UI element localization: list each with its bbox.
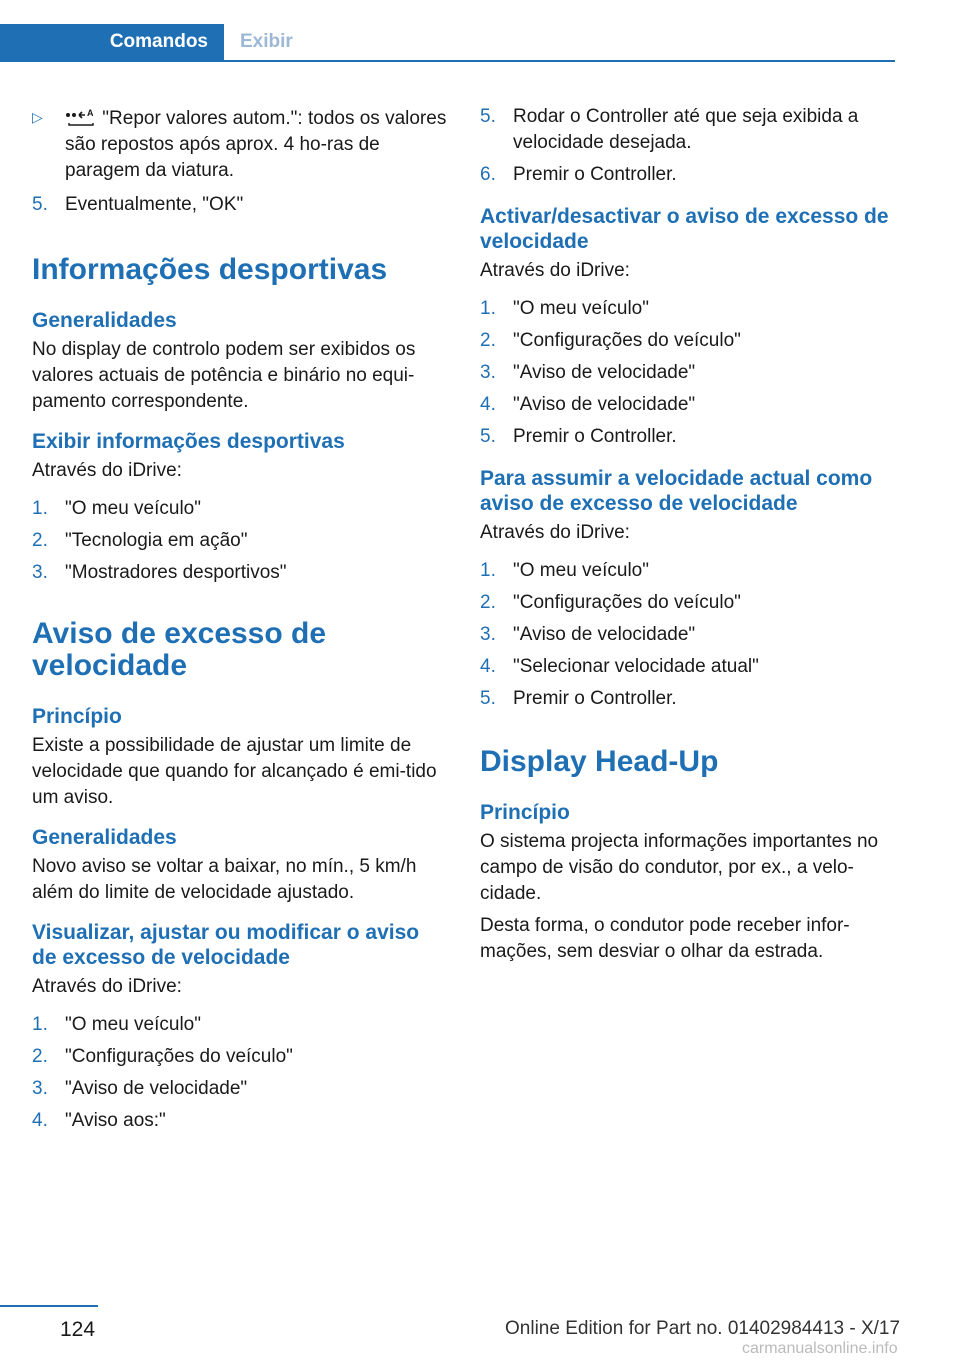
list-item: 3. "Aviso de velocidade": [480, 362, 696, 383]
list-item: 4. "Aviso aos:": [32, 1110, 166, 1131]
step-list: [32, 1012, 448, 1134]
list-item: 2. "Configurações do veículo": [480, 592, 741, 613]
left-column: [32, 100, 448, 1140]
step-list: [480, 296, 900, 450]
list-item: 5. Eventualmente, "OK": [32, 194, 244, 215]
list-item: 2. "Configurações do veículo": [32, 1046, 293, 1067]
auto-reset-icon: [65, 107, 97, 127]
footer-rule: [0, 1305, 98, 1307]
list-item: 1. "O meu veículo": [32, 498, 201, 519]
section-title: Display Head-Up: [480, 745, 719, 778]
tab-exibir[interactable]: Exibir: [240, 31, 293, 52]
section-title: Informações desportivas: [32, 253, 388, 286]
subsection-title: Generalidades: [32, 309, 177, 332]
list-item: 3. "Aviso de velocidade": [480, 624, 696, 645]
subsection-title: Para assumir a velocidade actual como aviso de excesso de velocidade: [480, 467, 873, 515]
paragraph: Através do iDrive:: [480, 260, 630, 281]
subsection-title: Generalidades: [32, 826, 177, 849]
list-item: 4. "Selecionar velocidade atual": [480, 656, 759, 677]
edition-text: Online Edition for Part no. 01402984413 - X/17: [505, 1318, 901, 1339]
list-item: 6. Premir o Controller.: [480, 164, 677, 185]
watermark: carmanualsonline.info: [742, 1340, 898, 1357]
paragraph: O sistema projecta informações importantes no campo de visão do condutor, por ex., a velo‐cidade.: [480, 831, 879, 904]
subsection-title: Princípio: [32, 705, 122, 728]
subsection-title: Princípio: [480, 801, 570, 824]
paragraph: Existe a possibilidade de ajustar um limite de velocidade que quando for alcançado é emi‐tido um aviso.: [32, 735, 437, 808]
list-item: 2. "Configurações do veículo": [480, 330, 741, 351]
paragraph: Através do iDrive:: [480, 522, 630, 543]
paragraph: Desta forma, o condutor pode receber infor‐mações, sem desviar o olhar da estrada.: [480, 915, 850, 962]
svg-text:A: A: [87, 108, 94, 118]
list-item: 4. "Aviso de velocidade": [480, 394, 696, 415]
list-item: 5. Rodar o Controller até que seja exibida a velocidade desejada.: [480, 106, 859, 153]
list-item: 3. "Aviso de velocidade": [32, 1078, 248, 1099]
list-item: 5. Premir o Controller.: [480, 426, 677, 447]
header-rule: [0, 60, 895, 62]
list-item: 1. "O meu veículo": [32, 1014, 201, 1035]
paragraph: Através do iDrive:: [32, 976, 182, 997]
list-item: 1. "O meu veículo": [480, 560, 649, 581]
step-list: [32, 496, 448, 586]
bullet-item: [32, 106, 448, 184]
triangle-bullet-icon: ▷: [32, 109, 43, 125]
bullet-text: "Repor valores autom.": todos os valores são repostos após aprox. 4 ho‐ras de paragem da viatura.: [65, 108, 447, 181]
page-number: 124: [60, 1318, 96, 1341]
subsection-title: Activar/desactivar o aviso de excesso de velocidade: [480, 205, 889, 253]
paragraph: Através do iDrive:: [32, 460, 182, 481]
subsection-title: Exibir informações desportivas: [32, 430, 345, 453]
paragraph: Novo aviso se voltar a baixar, no mín., 5 km/h além do limite de velocidade ajustado.: [32, 856, 417, 903]
step-list: [32, 192, 448, 218]
list-item: 1. "O meu veículo": [480, 298, 649, 319]
list-item: 3. "Mostradores desportivos": [32, 562, 287, 583]
tab-comandos[interactable]: Comandos: [0, 24, 224, 60]
right-column: [480, 100, 900, 965]
section-title: Aviso de excesso de velocidade: [32, 617, 327, 682]
paragraph: No display de controlo podem ser exibidos os valores actuais de potência e binário no equi‐pamento correspondente.: [32, 339, 416, 412]
list-item: 5. Premir o Controller.: [480, 688, 677, 709]
step-list: [480, 558, 900, 712]
step-list: [480, 104, 900, 188]
subsection-title: Visualizar, ajustar ou modificar o aviso de excesso de velocidade: [32, 921, 420, 969]
list-item: 2. "Tecnologia em ação": [32, 530, 248, 551]
header-tabs: [0, 0, 895, 62]
